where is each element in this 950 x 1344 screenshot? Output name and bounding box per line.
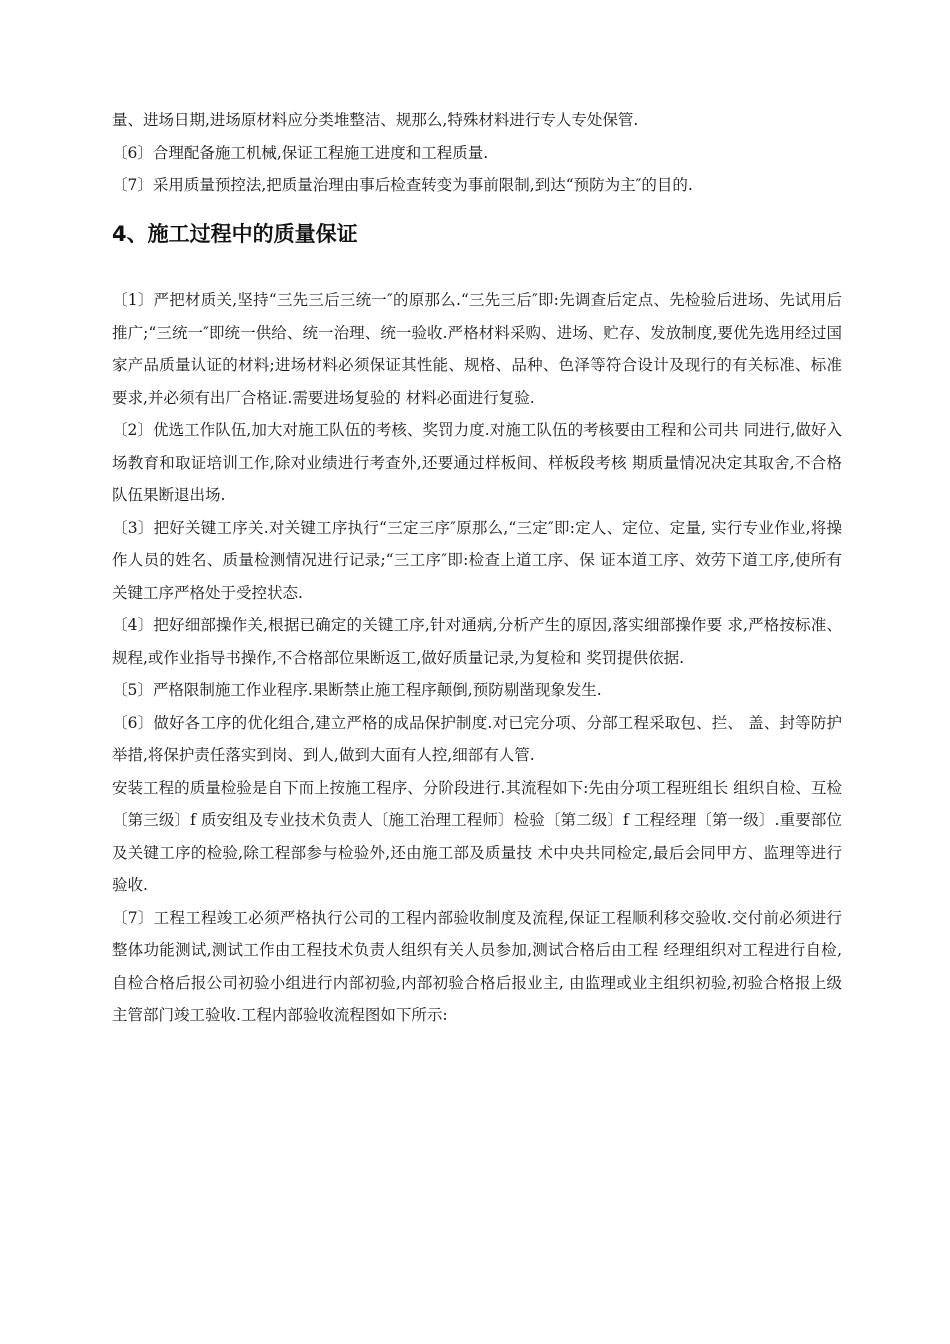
paragraph: 〔6〕做好各工序的优化组合,建立严格的成品保护制度.对已完分项、分部工程采取包、拦、 盖、封等防护举措,将保护责任落实到岗、到人,做到大面有人控,细部有人管. xyxy=(112,713,842,764)
top-paragraphs xyxy=(112,104,842,202)
paragraph: 〔6〕合理配备施工机械,保证工程施工进度和工程质量. xyxy=(112,143,489,162)
paragraph: 〔7〕工程工程竣工必须严格执行公司的工程内部验收制度及流程,保证工程顺利移交验收.交付前必须进行整体功能测试,测试工作由工程技术负责人组织有关人员参加,测试合格后由工程 经理组织对工程进行自检,自检合格后报公司初验小组进行内部初验,内部初验合格后报业主, 由监理或业主组织初验,初验合格报上级主管部门竣工验收.工程内部验收流程图如下所示: xyxy=(112,908,842,1024)
paragraph: 安装工程的质量检验是自下而上按施工程序、分阶段进行.其流程如下:先由分项工程班组长 组织自检、互检〔第三级〕f 质安组及专业技术负责人〔施工治理工程师〕检验〔第二级〕f 工程经理〔第一级〕.重要部位及关键工序的检验,除工程部参与检验外,还由施工部及质量技 术中央共同检定,最后会同甲方、监理等进行验收. xyxy=(112,778,842,894)
paragraph: 〔1〕严把材质关,坚持“三先三后三统一″的原那么.“三先三后″即:先调查后定点、先检验后进场、先试用后推广;“三统一″即统一供给、统一治理、统一验收.严格材料采购、进场、贮存、发放制度,要优先选用经过国家产品质量认证的材料;进场材料必须保证其性能、规格、品种、色泽等符合设计及现行的有关标准、标准要求,并必须有出厂合格证.需要进场复验的 材料必面进行复验. xyxy=(112,291,842,407)
paragraph: 量、进场日期,进场原材料应分类堆整洁、规那么,特殊材料进行专人专处保管. xyxy=(112,111,639,129)
section-heading: 4、施工过程中的质量保证 xyxy=(112,222,358,246)
paragraph: 〔5〕严格限制施工作业程序.果断禁止施工程序颠倒,预防剔凿现象发生. xyxy=(112,681,602,699)
paragraph: 〔7〕采用质量预控法,把质量治理由事后检查转变为事前限制,到达“预防为主″的目的. xyxy=(112,176,693,194)
paragraph: 〔4〕把好细部操作关,根据已确定的关键工序,针对通病,分析产生的原因,落实细部操作要 求,严格按标准、规程,或作业指导书操作,不合格部位果断返工,做好质量记录,为复检和 奖罚提供依据. xyxy=(112,616,842,667)
body-paragraphs xyxy=(112,284,842,1032)
paragraph: 〔3〕把好关键工序关.对关键工序执行“三定三序″原那么,“三定″即:定人、定位、定量, 实行专业作业,将操作人员的姓名、质量检测情况进行记录;“三工序″即:检查上道工序、保 证本道工序、效劳下道工序,使所有关键工序严格处于受控状态. xyxy=(112,518,842,602)
paragraph: 〔2〕优选工作队伍,加大对施工队伍的考核、奖罚力度.对施工队伍的考核要由工程和公司共 同进行,做好入场教育和取证培训工作,除对业绩进行考查外,还要通过样板间、样板段考核 期质量情况决定其取舍,不合格队伍果断退出场. xyxy=(112,421,842,504)
